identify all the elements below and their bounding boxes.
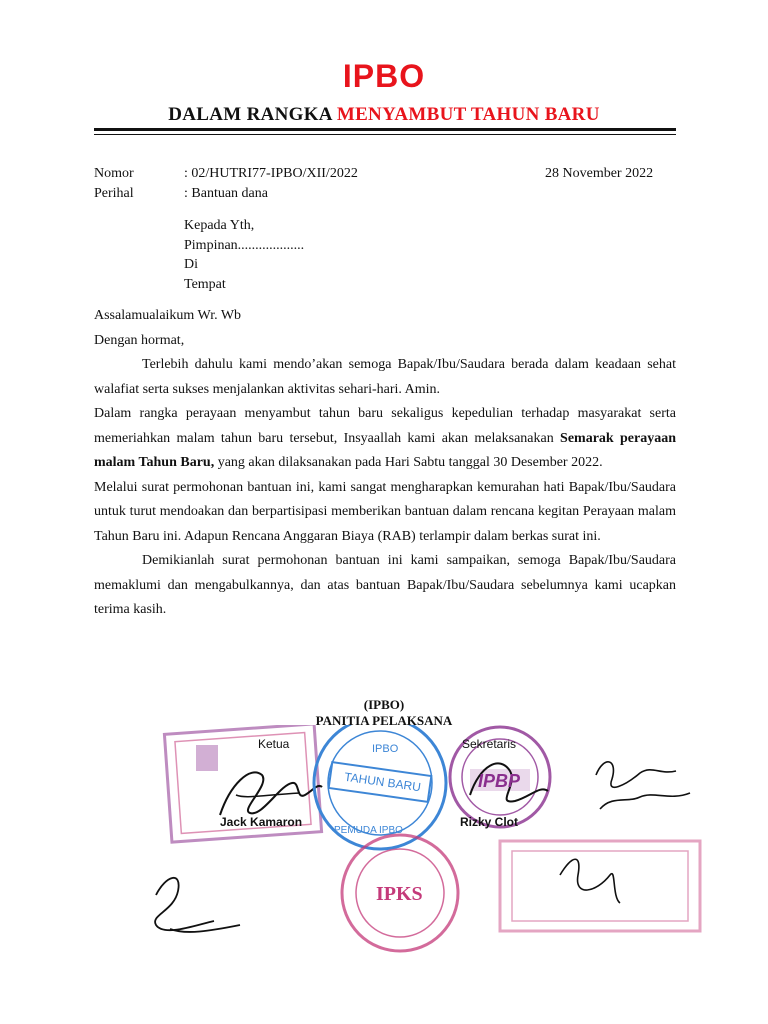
signature-right-top <box>596 762 690 809</box>
recipient-line: Pimpinan................... <box>184 237 305 253</box>
nomor-label: Nomor <box>94 166 134 181</box>
recipient-block <box>184 216 304 294</box>
nomor-value: : 02/HUTRI77-IPBO/XII/2022 <box>184 166 358 181</box>
paragraph-3: Melalui surat permohonan bantuan ini, kami sangat mengharapkan kemurahan hati Bapak/Ibu/Saudara untuk turut mendoakan dan berpartisipasi memberikan bantuan dalam rencana kegitan Perayaan malam Tahun Baru ini. Adapun Rencana Anggaran Biaya (RAB) terlampir dalam berkas surat ini. <box>94 479 676 544</box>
signature-bottom-left <box>155 878 240 932</box>
sekretaris-name: Rizky Clot <box>460 815 519 829</box>
header-rule-thin <box>94 134 676 135</box>
letter-body <box>94 304 676 623</box>
event-name-bold: Semarak perayaan malam Tahun Baru, <box>94 430 676 470</box>
ketua-signature <box>220 772 322 815</box>
event-title-red: MENYAMBUT TAHUN BARU <box>336 104 600 125</box>
org-signature-title: (IPBO) <box>363 697 405 712</box>
sekretaris-label: Sekretaris <box>462 737 517 751</box>
committee-title: PANITIA PELAKSANA <box>315 713 453 728</box>
perihal-label: Perihal <box>94 186 134 201</box>
salutation: Dengan hormat, <box>94 332 185 348</box>
blue-stamp-middle-text: TAHUN BARU <box>343 769 422 795</box>
event-title-black: DALAM RANGKA <box>168 104 332 125</box>
signature-right-mid <box>560 859 620 903</box>
greeting: Assalamualaikum Wr. Wb <box>94 308 242 323</box>
blue-stamp-top-text: IPBO <box>372 743 399 755</box>
event-title <box>0 104 768 126</box>
recipient-line: Di <box>184 257 198 272</box>
paragraph-4: Demikianlah surat permohonan bantuan ini kami sampaikan, semoga Bapak/Ibu/Saudara memaklumi dan mengabulkannya, dan atas bantuan Bapak/Ibu/Saudara sebelumnya kami ucapkan terima kasih. <box>94 553 676 617</box>
recipient-line: Tempat <box>184 276 226 292</box>
ketua-name: Jack Kamaron <box>220 815 303 829</box>
signature-area <box>0 725 768 965</box>
ipks-stamp-text: IPKS <box>376 883 423 905</box>
paragraph-2-text: Dalam rangka perayaan menyambut tahun baru sekaligus kepedulian terhadap masyarakat serta memeriahkan malam tahun baru tersebut, Insyaallah kami akan melaksanakan <box>94 406 676 446</box>
stamps-and-signatures <box>0 725 768 965</box>
paragraph-2-text-end: yang akan dilaksanakan pada Hari Sabtu tanggal 30 Desember 2022. <box>217 455 603 470</box>
paragraph-1: Terlebih dahulu kami mendo’akan semoga Bapak/Ibu/Saudara berada dalam keadaan sehat walafiat serta sukses menjalankan aktivitas sehari-hari. Amin. <box>94 357 676 397</box>
letter-date: 28 November 2022 <box>545 166 654 181</box>
paragraph-2 <box>94 402 676 476</box>
blue-stamp-bottom-text: PEMUDA IPBO <box>334 825 403 836</box>
right-rect-stamp <box>500 841 700 931</box>
perihal-value: : Bantuan dana <box>184 186 268 201</box>
ketua-label: Ketua <box>258 737 290 751</box>
header-rule-thick <box>94 128 676 131</box>
organization-logo-title: IPBO <box>342 58 426 94</box>
recipient-line: Kepada Yth, <box>184 218 255 233</box>
ipbp-stamp-text: IPBP <box>478 771 521 791</box>
